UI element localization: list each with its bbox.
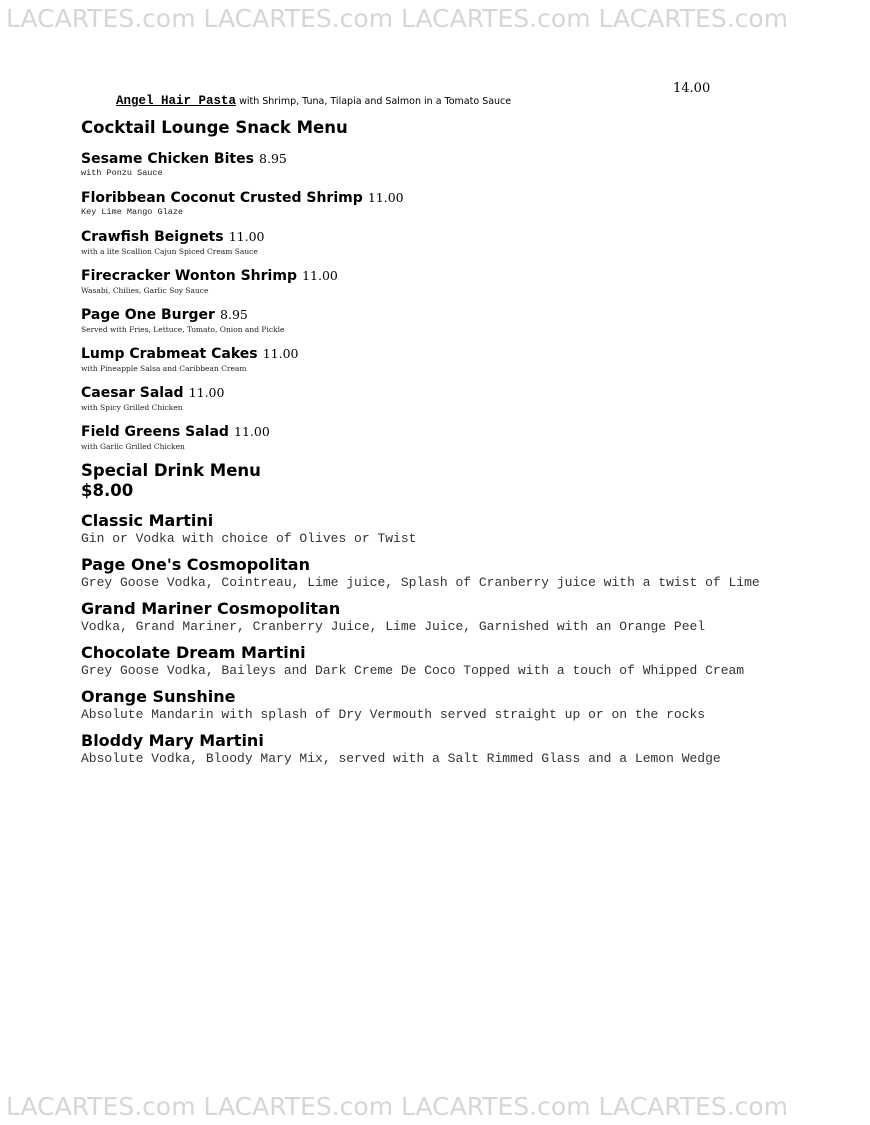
snack-item-desc: with Spicy Grilled Chicken xyxy=(81,403,183,412)
snack-item xyxy=(81,305,801,335)
snack-item-price: 11.00 xyxy=(188,385,225,400)
drink-item-desc: Gin or Vodka with choice of Olives or Twist xyxy=(81,531,417,546)
pasta-price: 14.00 xyxy=(673,81,711,96)
snack-item xyxy=(81,422,801,452)
drink-item-desc: Absolute Vodka, Bloody Mary Mix, served with a Salt Rimmed Glass and a Lemon Wedge xyxy=(81,751,721,766)
drink-item xyxy=(81,511,801,547)
snack-item-name: Page One Burger xyxy=(81,307,215,323)
drink-menu-title: Special Drink Menu xyxy=(81,461,261,480)
snack-item-name: Lump Crabmeat Cakes xyxy=(81,346,258,362)
snack-menu-list xyxy=(81,149,801,452)
snack-item-name: Field Greens Salad xyxy=(81,424,229,440)
snack-item-name: Crawfish Beignets xyxy=(81,229,224,245)
snack-item-desc: with Garlic Grilled Chicken xyxy=(81,442,185,451)
drink-menu-list xyxy=(81,511,801,767)
menu-content xyxy=(81,118,801,775)
snack-item-desc: Served with Fries, Lettuce, Tomato, Onion and Pickle xyxy=(81,325,285,334)
drink-item-desc: Grey Goose Vodka, Baileys and Dark Creme De Coco Topped with a touch of Whipped Cream xyxy=(81,663,745,678)
snack-item-price: 8.95 xyxy=(220,307,248,322)
drink-item-name: Grand Mariner Cosmopolitan xyxy=(81,599,341,618)
snack-item-desc: with Pineapple Salsa and Caribbean Cream xyxy=(81,364,247,373)
drink-item-name: Chocolate Dream Martini xyxy=(81,643,306,662)
snack-item-desc: Wasabi, Chilies, Garlic Soy Sauce xyxy=(81,286,209,295)
drink-item xyxy=(81,643,801,679)
drink-item xyxy=(81,731,801,767)
snack-item xyxy=(81,227,801,257)
drink-menu-header xyxy=(81,461,801,501)
snack-item-name: Sesame Chicken Bites xyxy=(81,151,254,167)
drink-item xyxy=(81,555,801,591)
snack-item-name: Firecracker Wonton Shrimp xyxy=(81,268,297,284)
drink-item-desc: Absolute Mandarin with splash of Dry Vermouth served straight up or on the rocks xyxy=(81,707,706,722)
snack-item-price: 11.00 xyxy=(234,424,270,439)
snack-item-price: 11.00 xyxy=(262,346,299,361)
snack-item-price: 11.00 xyxy=(228,229,265,244)
snack-item-price: 8.95 xyxy=(259,151,287,166)
snack-item xyxy=(81,149,801,179)
drink-menu-price: $8.00 xyxy=(81,481,134,500)
drink-item-name: Classic Martini xyxy=(81,511,214,530)
snack-item xyxy=(81,266,801,296)
watermark-top: LACARTES.com LACARTES.com LACARTES.com LACARTES.com xyxy=(6,4,789,33)
snack-item-price: 11.00 xyxy=(302,268,338,283)
drink-item-name: Orange Sunshine xyxy=(81,687,236,706)
snack-item-name: Caesar Salad xyxy=(81,385,184,401)
snack-item xyxy=(81,188,801,218)
drink-item-name: Page One's Cosmopolitan xyxy=(81,555,310,574)
snack-item-desc: with a lite Scallion Cajun Spiced Cream Sauce xyxy=(81,247,258,256)
snack-item-desc: Key Lime Mango Glaze xyxy=(81,207,184,217)
snack-item-name: Floribbean Coconut Crusted Shrimp xyxy=(81,190,363,206)
snack-menu-title: Cocktail Lounge Snack Menu xyxy=(81,118,348,137)
pasta-item xyxy=(116,94,511,108)
snack-item-price: 11.00 xyxy=(367,190,404,205)
snack-item-desc: with Ponzu Sauce xyxy=(81,168,163,178)
drink-item xyxy=(81,687,801,723)
drink-item-desc: Vodka, Grand Mariner, Cranberry Juice, Lime Juice, Garnished with an Orange Peel xyxy=(81,619,706,634)
watermark-bottom: LACARTES.com LACARTES.com LACARTES.com LACARTES.com xyxy=(6,1092,789,1121)
drink-item xyxy=(81,599,801,635)
pasta-name: Angel Hair Pasta xyxy=(116,94,237,108)
pasta-description: with Shrimp, Tuna, Tilapia and Salmon in a Tomato Sauce xyxy=(239,96,512,107)
snack-item xyxy=(81,383,801,413)
snack-item xyxy=(81,344,801,374)
drink-item-desc: Grey Goose Vodka, Cointreau, Lime juice, Splash of Cranberry juice with a twist of Lime xyxy=(81,575,760,590)
drink-item-name: Bloddy Mary Martini xyxy=(81,731,264,750)
